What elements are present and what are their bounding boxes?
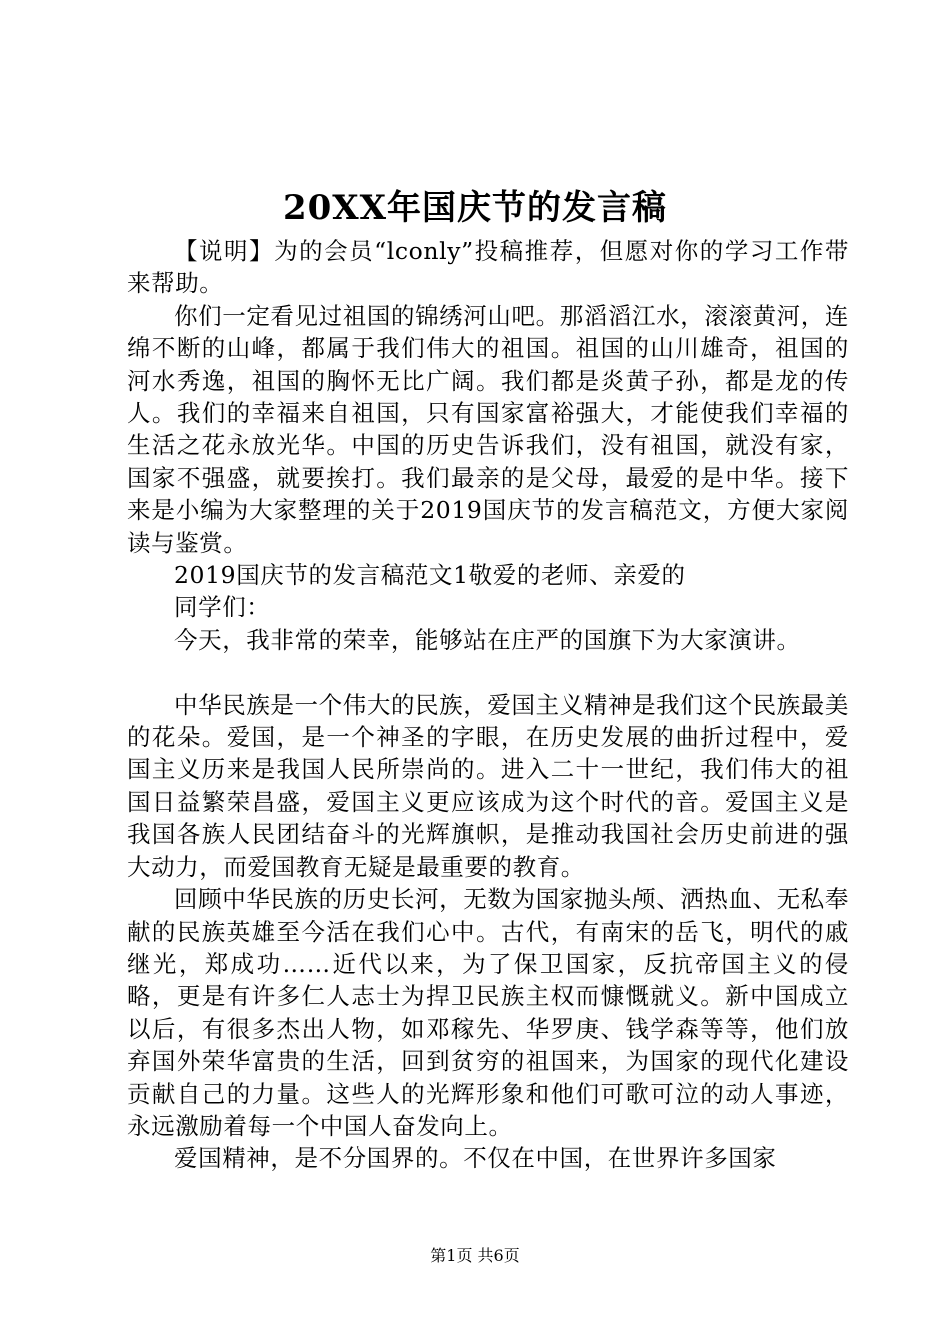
document-body [127,235,849,1175]
paragraph-history: 回顾中华民族的历史长河，无数为国家抛头颅、洒热血、无私奉献的民族英雄至今活在我们心中。古代，有南宋的岳飞，明代的戚继光，郑成功……近代以来，为了保卫国家，反抗帝国主义的侵略，更是有许多仁人志士为捍卫民族主权而慷慨就义。新中国成立以后，有很多杰出人物，如邓稼先、华罗庚、钱学森等等，他们放弃国外荣华富贵的生活，回到贫穷的祖国来，为国家的现代化建设贡献自己的力量。这些人的光辉形象和他们可歌可泣的动人事迹，永远激励着每一个中国人奋发向上。 [127,885,849,1140]
paragraph-intro: 你们一定看见过祖国的锦绣河山吧。那滔滔江水，滚滚黄河，连绵不断的山峰，都属于我们伟大的祖国。祖国的山川雄奇，祖国的河水秀逸，祖国的胸怀无比广阔。我们都是炎黄子孙，都是龙的传人。我们的幸福来自祖国，只有国家富裕强大，才能使我们幸福的生活之花永放光华。中国的历史告诉我们，没有祖国，就没有家，国家不强盛，就要挨打。我们最亲的是父母，最爱的是中华。接下来是小编为大家整理的关于2019国庆节的发言稿范文，方便大家阅读与鉴赏。 [127,301,849,557]
paragraph-salutation: 同学们： [174,593,271,622]
blank-line [127,656,849,688]
paragraph-heading-line: 2019国庆节的发言稿范文1敬爱的老师、亲爱的 [174,561,686,590]
paragraph-opening: 今天，我非常的荣幸，能够站在庄严的国旗下为大家演讲。 [174,625,801,654]
document-title: 20XX年国庆节的发言稿 [282,188,668,228]
page-footer: 第1页 共6页 [430,1246,520,1265]
paragraph-borders: 爱国精神，是不分国界的。不仅在中国，在世界许多国家 [174,1144,777,1173]
paragraph-note: 【说明】为的会员“lconly”投稿推荐，但愿对你的学习工作带来帮助。 [127,237,849,298]
paragraph-patriotism: 中华民族是一个伟大的民族，爱国主义精神是我们这个民族最美的花朵。爱国，是一个神圣的字眼，在历史发展的曲折过程中，爱国主义历来是我国人民所崇尚的。进入二十一世纪，我们伟大的祖国日益繁荣昌盛，爱国主义更应该成为这个时代的音。爱国主义是我国各族人民团结奋斗的光辉旗帜，是推动我国社会历史前进的强大动力，而爱国教育无疑是最重要的教育。 [127,690,849,881]
